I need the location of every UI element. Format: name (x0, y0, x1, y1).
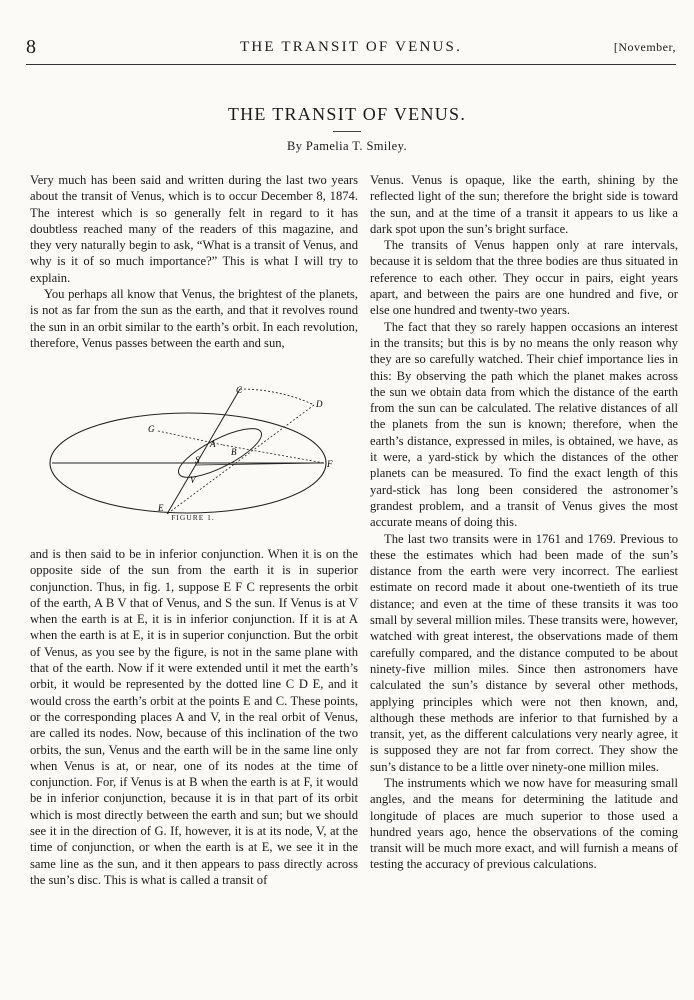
paragraph: Very much has been said and written during the last two years about the transit of Venus, which is to occur December 8, 1874. The interest which is so generally felt in regard to it has doubtless reached many of the readers of this magazine, and they very naturally begin to ask, “What is a transit of Venus, and why is it of so much importance?” This is what I will try to explain. (30, 173, 358, 285)
title-separator (333, 131, 361, 132)
paragraph: Venus. Venus is opaque, like the earth, shining by the reflected light of the sun; therefore the bright side is toward the sun, and at the time of a transit it appears to us like a dark spot upon the sun’s bright surface. (370, 173, 678, 236)
header-rule (26, 64, 676, 65)
article-title: THE TRANSIT OF VENUS. (227, 104, 467, 124)
label-b: B (231, 447, 237, 457)
running-header (26, 36, 676, 62)
figure-caption: FIGURE 1. (171, 513, 215, 522)
node-line (167, 389, 240, 514)
dotted-line-d-e (167, 405, 314, 514)
column-1-bottom (30, 546, 358, 888)
label-a: A (210, 439, 216, 449)
paragraph: The last two transits were in 1761 and 1769. Previous to these the estimates which had been made of the sun’s distance from the earth were very incorrect. The earliest estimate on record made it about one-twentieth of its true distance; and even at the time of these transits it was too small by several million miles. These transits were, however, watched with great interest, the observations made of them carefully compared, and the distance computed to be about ninety-five million miles. Since then astronomers have calculated the sun’s distance by several other methods, applying principles which were not then known, and, although these methods are inferior to that furnished by a transit, yet, as the different calculations very nearly agree, it is supposed they are not far from correct. They show the sun’s distance to be a little over ninety-one million miles. (370, 531, 678, 774)
column-1-top (30, 172, 358, 351)
dotted-orbit-arc (240, 389, 314, 405)
column-2 (370, 172, 678, 873)
paragraph: and is then said to be in inferior conjunction. When it is on the opposite side of the sun from the earth it is in superior conjunction. Thus, in fig. 1, suppose E F C represents the orbit of the earth, A B V that of Venus, and S the sun. If Venus is at V when the earth is at E, it is in inferior conjunction. If it is at A when the earth is at E, it is in superior conjunction. But the orbit of Venus, as you see by the figure, is not in the same plane with that of the earth. Now if it were extended until it met the earth’s orbit, it would be represented by the dotted line C D E, and it would cross the earth’s orbit at the points E and C. These points, or the corresponding places A and V, in the real orbit of Venus, are called its nodes. Now, because of this inclination of the two orbits, the sun, Venus and the earth will be in the same line only when Venus is at, or near, one of its nodes at the time of conjunction. For, if Venus is at B when the earth is at F, it would be in inferior conjunction, because it is in that part of its orbit which is most directly between the earth and sun; but we should see it in the direction of G. If, however, it is at its node, V, at the time of conjunction, or when the earth is at E, we see it in the same line as the sun, and it then appears to pass directly across the sun’s disc. This is what is called a transit of (30, 547, 358, 887)
figure-1 (40, 385, 346, 531)
label-c: C (236, 385, 243, 395)
label-s: S (195, 455, 200, 465)
label-f: F (327, 459, 333, 469)
line-b-f (223, 445, 324, 463)
issue-date: [November, (613, 40, 676, 54)
running-title: THE TRANSIT OF VENUS. (239, 39, 463, 55)
paragraph: You perhaps all know that Venus, the brightest of the planets, is not as far from the sun as the earth, and that it revolves round the sun in an orbit similar to the earth’s orbit. In each revolution, therefore, Venus passes between the earth and sun, (30, 287, 358, 350)
venus-orbit (173, 420, 268, 487)
orbit-diagram (40, 385, 346, 513)
label-g: G (148, 424, 155, 434)
byline: By Pamelia T. Smiley. (287, 139, 407, 153)
label-d: D (316, 399, 323, 409)
label-e: E (158, 503, 164, 513)
page-number: 8 (26, 36, 36, 58)
paragraph: The transits of Venus happen only at rare intervals, because it is seldom that the three bodies are thus situated in reference to each other. They occur in pairs, eight years apart, and between the pairs are one hundred and five, or else one hundred and twenty-two years. (370, 238, 678, 318)
label-v: V (190, 475, 196, 485)
paragraph: The instruments which we now have for measuring small angles, and the means for determining the latitude and longitude of places are much superior to those used a hundred years ago, hence the observations of the coming transit will be much more exact, and will furnish a means of testing the accuracy of previous calculations. (370, 775, 678, 872)
paragraph: The fact that they so rarely happen occasions an interest in the transits; but this is by no means the only reason why they are so carefully watched. Their chief importance lies in this: By observing the path which the planet makes across the sun we obtain data from which the distance of the earth from the sun can be calculated. The relative distances of all the planets from the sun is known; therefore, when the earth’s distance, expressed in miles, is obtained, we have, as it were, a yard-stick by which the distances of the other planets can be measured. To find the exact length of this yard-stick has long been considered the astronomer’s grandest problem, and a transit of Venus gives the most accurate means of doing this. (370, 319, 678, 530)
